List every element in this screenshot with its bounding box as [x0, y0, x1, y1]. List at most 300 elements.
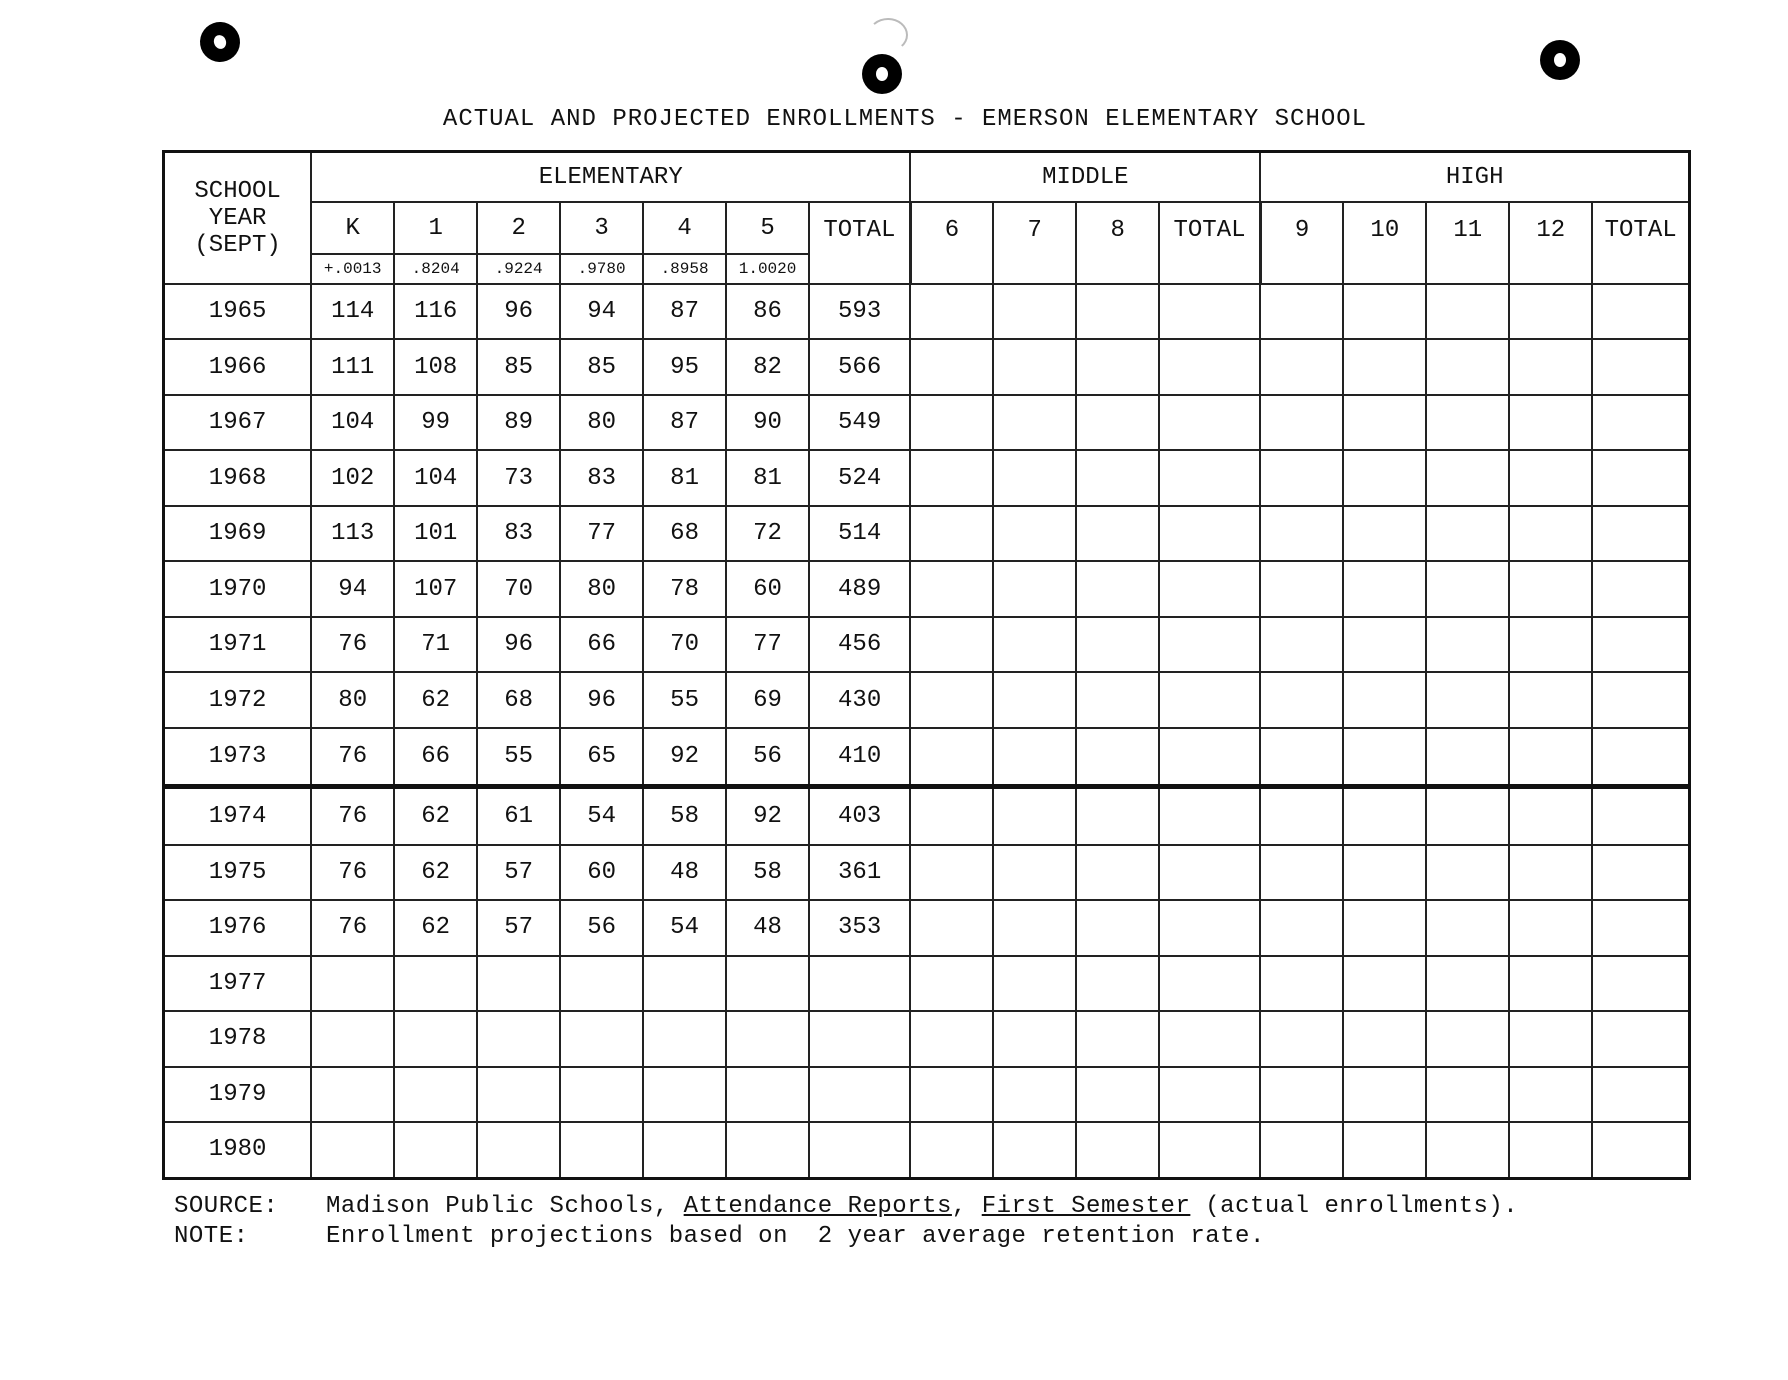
middle-empty-cell [1076, 786, 1159, 844]
enrollment-cell: 78 [643, 561, 726, 616]
enrollment-cell [394, 1011, 477, 1066]
high-empty-cell [1343, 339, 1426, 394]
high-empty-cell [1343, 1011, 1426, 1066]
enrollment-cell: 80 [560, 395, 643, 450]
school-year-cell: 1965 [164, 284, 312, 339]
middle-empty-cell [1159, 786, 1260, 844]
high-empty-cell [1260, 506, 1343, 561]
middle-empty-cell [1076, 900, 1159, 955]
middle-empty-cell [910, 786, 993, 844]
high-empty-cell [1260, 617, 1343, 672]
table-row [164, 1011, 1690, 1066]
high-empty-cell [1260, 1067, 1343, 1122]
middle-empty-cell [993, 786, 1076, 844]
col-header-grade-2: 2 [477, 202, 560, 254]
middle-empty-cell [1076, 1067, 1159, 1122]
middle-empty-cell [910, 1011, 993, 1066]
col-header-high-total: TOTAL [1592, 202, 1689, 284]
high-empty-cell [1592, 284, 1689, 339]
high-empty-cell [1343, 956, 1426, 1011]
punch-hole-center [862, 54, 902, 94]
enrollment-cell: 76 [311, 786, 394, 844]
note-text: Enrollment projections based on 2 year average retention rate. [326, 1223, 1265, 1250]
col-header-grade-7: 7 [993, 202, 1076, 284]
enrollment-cell [477, 1067, 560, 1122]
middle-empty-cell [993, 1011, 1076, 1066]
source-semester: First Semester [981, 1193, 1191, 1220]
middle-empty-cell [1076, 1122, 1159, 1179]
high-empty-cell [1509, 1011, 1592, 1066]
enrollment-cell [643, 1067, 726, 1122]
middle-empty-cell [910, 1067, 993, 1122]
table-row [164, 284, 1690, 339]
col-header-middle-total: TOTAL [1159, 202, 1260, 284]
school-year-cell: 1975 [164, 845, 312, 900]
elementary-total-cell: 489 [809, 561, 910, 616]
table-row [164, 450, 1690, 505]
middle-empty-cell [910, 728, 993, 786]
enrollment-cell: 71 [394, 617, 477, 672]
middle-empty-cell [910, 284, 993, 339]
high-empty-cell [1343, 1067, 1426, 1122]
enrollment-cell: 54 [560, 786, 643, 844]
enrollment-cell [311, 1067, 394, 1122]
enrollment-cell: 96 [477, 284, 560, 339]
high-empty-cell [1509, 728, 1592, 786]
enrollment-cell [643, 1122, 726, 1179]
high-empty-cell [1509, 617, 1592, 672]
high-empty-cell [1343, 845, 1426, 900]
retention-rate: +.0013 [311, 254, 394, 284]
punch-hole-right [1540, 40, 1580, 80]
high-empty-cell [1260, 450, 1343, 505]
school-year-cell: 1976 [164, 900, 312, 955]
high-empty-cell [1426, 617, 1509, 672]
enrollment-cell [477, 1122, 560, 1179]
high-empty-cell [1260, 786, 1343, 844]
middle-empty-cell [1159, 1067, 1260, 1122]
enrollment-cell: 48 [643, 845, 726, 900]
high-empty-cell [1509, 956, 1592, 1011]
middle-empty-cell [1159, 1011, 1260, 1066]
enrollment-cell [560, 956, 643, 1011]
enrollment-cell: 94 [311, 561, 394, 616]
middle-empty-cell [1076, 339, 1159, 394]
retention-rate: .8204 [394, 254, 477, 284]
high-empty-cell [1509, 900, 1592, 955]
col-header-grade-11: 11 [1426, 202, 1509, 284]
high-empty-cell [1260, 1122, 1343, 1179]
table-row [164, 786, 1690, 844]
middle-empty-cell [1159, 1122, 1260, 1179]
middle-empty-cell [910, 561, 993, 616]
high-empty-cell [1426, 561, 1509, 616]
elementary-total-cell: 403 [809, 786, 910, 844]
enrollment-cell: 114 [311, 284, 394, 339]
middle-empty-cell [1076, 728, 1159, 786]
enrollment-cell [477, 1011, 560, 1066]
enrollment-cell: 57 [477, 845, 560, 900]
school-year-cell: 1972 [164, 672, 312, 727]
enrollment-cell: 82 [726, 339, 809, 394]
year-header-line: YEAR [208, 204, 267, 232]
enrollment-table [162, 150, 1691, 1180]
year-header-line: (SEPT) [194, 231, 281, 259]
enrollment-cell: 96 [560, 672, 643, 727]
enrollment-cell: 62 [394, 786, 477, 844]
enrollment-cell [560, 1122, 643, 1179]
high-empty-cell [1260, 395, 1343, 450]
middle-empty-cell [1159, 450, 1260, 505]
high-empty-cell [1592, 845, 1689, 900]
high-empty-cell [1509, 1067, 1592, 1122]
table-row [164, 845, 1690, 900]
school-year-cell: 1979 [164, 1067, 312, 1122]
enrollment-cell: 76 [311, 900, 394, 955]
high-empty-cell [1592, 672, 1689, 727]
punch-hole-ring [868, 18, 908, 52]
enrollment-cell: 95 [643, 339, 726, 394]
middle-empty-cell [993, 672, 1076, 727]
middle-empty-cell [993, 1067, 1076, 1122]
enrollment-cell: 60 [560, 845, 643, 900]
enrollment-cell: 65 [560, 728, 643, 786]
enrollment-cell [311, 956, 394, 1011]
high-empty-cell [1592, 1122, 1689, 1179]
middle-empty-cell [1076, 284, 1159, 339]
middle-empty-cell [1159, 506, 1260, 561]
high-empty-cell [1592, 728, 1689, 786]
enrollment-cell [560, 1011, 643, 1066]
elementary-total-cell: 361 [809, 845, 910, 900]
high-empty-cell [1426, 339, 1509, 394]
high-empty-cell [1426, 1011, 1509, 1066]
source-line [174, 1192, 1518, 1222]
school-year-cell: 1978 [164, 1011, 312, 1066]
enrollment-cell: 72 [726, 506, 809, 561]
group-high: HIGH [1260, 152, 1689, 203]
high-empty-cell [1426, 395, 1509, 450]
middle-empty-cell [1159, 672, 1260, 727]
col-header-grade-9: 9 [1260, 202, 1343, 284]
enrollment-cell: 83 [560, 450, 643, 505]
source-suffix: (actual enrollments). [1190, 1193, 1519, 1220]
high-empty-cell [1426, 1067, 1509, 1122]
elementary-total-cell: 410 [809, 728, 910, 786]
source-text [326, 1192, 1518, 1222]
enrollment-cell: 68 [477, 672, 560, 727]
table-row [164, 1067, 1690, 1122]
col-header-k: K [311, 202, 394, 254]
middle-empty-cell [1076, 1011, 1159, 1066]
enrollment-cell [394, 1067, 477, 1122]
enrollment-cell: 58 [643, 786, 726, 844]
enrollment-cell: 113 [311, 506, 394, 561]
high-empty-cell [1426, 956, 1509, 1011]
group-elementary: ELEMENTARY [311, 152, 910, 203]
school-year-cell: 1977 [164, 956, 312, 1011]
middle-empty-cell [1159, 956, 1260, 1011]
middle-empty-cell [910, 672, 993, 727]
elementary-total-cell [809, 1011, 910, 1066]
enrollment-cell: 99 [394, 395, 477, 450]
high-empty-cell [1343, 284, 1426, 339]
high-empty-cell [1343, 450, 1426, 505]
high-empty-cell [1260, 339, 1343, 394]
high-empty-cell [1260, 728, 1343, 786]
middle-empty-cell [910, 845, 993, 900]
school-year-cell: 1974 [164, 786, 312, 844]
enrollment-cell: 77 [560, 506, 643, 561]
enrollment-cell: 108 [394, 339, 477, 394]
high-empty-cell [1343, 395, 1426, 450]
enrollment-cell: 111 [311, 339, 394, 394]
enrollment-cell: 70 [477, 561, 560, 616]
enrollment-cell: 81 [643, 450, 726, 505]
middle-empty-cell [910, 506, 993, 561]
high-empty-cell [1260, 900, 1343, 955]
enrollment-cell [311, 1011, 394, 1066]
middle-empty-cell [910, 956, 993, 1011]
high-empty-cell [1509, 339, 1592, 394]
high-empty-cell [1509, 561, 1592, 616]
school-year-cell: 1973 [164, 728, 312, 786]
elementary-total-cell [809, 956, 910, 1011]
enrollment-cell: 62 [394, 672, 477, 727]
table-row [164, 728, 1690, 786]
footnotes [174, 1192, 1518, 1252]
table-row [164, 506, 1690, 561]
high-empty-cell [1426, 1122, 1509, 1179]
enrollment-cell: 80 [560, 561, 643, 616]
middle-empty-cell [993, 395, 1076, 450]
enrollment-cell: 116 [394, 284, 477, 339]
high-empty-cell [1426, 845, 1509, 900]
high-empty-cell [1260, 284, 1343, 339]
high-empty-cell [1426, 506, 1509, 561]
high-empty-cell [1426, 728, 1509, 786]
high-empty-cell [1592, 617, 1689, 672]
col-header-grade-6: 6 [910, 202, 993, 284]
high-empty-cell [1509, 284, 1592, 339]
col-header-grade-10: 10 [1343, 202, 1426, 284]
middle-empty-cell [993, 284, 1076, 339]
table-row [164, 956, 1690, 1011]
group-middle: MIDDLE [910, 152, 1260, 203]
elementary-total-cell: 430 [809, 672, 910, 727]
school-year-header [164, 152, 312, 285]
enrollment-cell: 96 [477, 617, 560, 672]
high-empty-cell [1426, 450, 1509, 505]
enrollment-cell: 85 [560, 339, 643, 394]
enrollment-cell: 86 [726, 284, 809, 339]
high-empty-cell [1592, 561, 1689, 616]
high-empty-cell [1260, 672, 1343, 727]
enrollment-cell: 76 [311, 845, 394, 900]
school-year-cell: 1980 [164, 1122, 312, 1179]
high-empty-cell [1343, 672, 1426, 727]
enrollment-cell: 73 [477, 450, 560, 505]
col-header-grade-1: 1 [394, 202, 477, 254]
col-header-grade-12: 12 [1509, 202, 1592, 284]
high-empty-cell [1426, 786, 1509, 844]
enrollment-cell [560, 1067, 643, 1122]
col-header-grade-4: 4 [643, 202, 726, 254]
table-row [164, 900, 1690, 955]
enrollment-cell [726, 1011, 809, 1066]
enrollment-cell: 70 [643, 617, 726, 672]
enrollment-cell: 102 [311, 450, 394, 505]
source-prefix: Madison Public Schools, [326, 1193, 684, 1220]
middle-empty-cell [1076, 506, 1159, 561]
middle-empty-cell [910, 395, 993, 450]
enrollment-cell: 66 [394, 728, 477, 786]
school-year-cell: 1969 [164, 506, 312, 561]
elementary-total-cell: 514 [809, 506, 910, 561]
middle-empty-cell [1076, 561, 1159, 616]
enrollment-cell: 58 [726, 845, 809, 900]
high-empty-cell [1592, 1011, 1689, 1066]
elementary-total-cell: 524 [809, 450, 910, 505]
table-row [164, 339, 1690, 394]
middle-empty-cell [910, 1122, 993, 1179]
high-empty-cell [1426, 672, 1509, 727]
high-empty-cell [1426, 284, 1509, 339]
enrollment-cell: 69 [726, 672, 809, 727]
retention-rate: .9224 [477, 254, 560, 284]
enrollment-cell [643, 956, 726, 1011]
middle-empty-cell [993, 956, 1076, 1011]
enrollment-cell: 85 [477, 339, 560, 394]
high-empty-cell [1426, 900, 1509, 955]
enrollment-cell [726, 1122, 809, 1179]
note-label: NOTE: [174, 1223, 249, 1250]
enrollment-cell: 62 [394, 845, 477, 900]
middle-empty-cell [993, 450, 1076, 505]
enrollment-cell: 80 [311, 672, 394, 727]
enrollment-cell: 68 [643, 506, 726, 561]
enrollment-cell: 81 [726, 450, 809, 505]
enrollment-cell: 101 [394, 506, 477, 561]
high-empty-cell [1509, 1122, 1592, 1179]
high-empty-cell [1592, 395, 1689, 450]
enrollment-cell [311, 1122, 394, 1179]
middle-empty-cell [993, 339, 1076, 394]
high-empty-cell [1592, 450, 1689, 505]
middle-empty-cell [910, 617, 993, 672]
enrollment-table-body [164, 284, 1690, 1179]
high-empty-cell [1509, 786, 1592, 844]
middle-empty-cell [1076, 450, 1159, 505]
source-document-title: Attendance Reports [683, 1193, 952, 1220]
elementary-total-cell [809, 1122, 910, 1179]
elementary-total-cell: 456 [809, 617, 910, 672]
enrollment-cell: 87 [643, 284, 726, 339]
table-row [164, 672, 1690, 727]
middle-empty-cell [1159, 339, 1260, 394]
middle-empty-cell [1159, 561, 1260, 616]
high-empty-cell [1343, 1122, 1426, 1179]
middle-empty-cell [993, 1122, 1076, 1179]
high-empty-cell [1509, 450, 1592, 505]
enrollment-cell: 61 [477, 786, 560, 844]
middle-empty-cell [1159, 617, 1260, 672]
middle-empty-cell [1159, 728, 1260, 786]
enrollment-cell: 56 [726, 728, 809, 786]
enrollment-cell: 66 [560, 617, 643, 672]
col-header-grade-5: 5 [726, 202, 809, 254]
middle-empty-cell [1076, 395, 1159, 450]
middle-empty-cell [1076, 956, 1159, 1011]
enrollment-cell [477, 956, 560, 1011]
middle-empty-cell [1076, 617, 1159, 672]
high-empty-cell [1592, 956, 1689, 1011]
middle-empty-cell [1076, 845, 1159, 900]
middle-empty-cell [910, 450, 993, 505]
high-empty-cell [1592, 786, 1689, 844]
enrollment-cell: 90 [726, 395, 809, 450]
high-empty-cell [1592, 1067, 1689, 1122]
source-separator: , [951, 1193, 982, 1220]
high-empty-cell [1343, 506, 1426, 561]
elementary-total-cell [809, 1067, 910, 1122]
school-year-cell: 1970 [164, 561, 312, 616]
enrollment-cell: 76 [311, 728, 394, 786]
school-year-cell: 1968 [164, 450, 312, 505]
elementary-total-cell: 353 [809, 900, 910, 955]
high-empty-cell [1509, 506, 1592, 561]
middle-empty-cell [993, 845, 1076, 900]
punch-hole-left [194, 16, 245, 67]
high-empty-cell [1343, 617, 1426, 672]
col-header-elem-total: TOTAL [809, 202, 910, 284]
elementary-total-cell: 549 [809, 395, 910, 450]
retention-rate: 1.0020 [726, 254, 809, 284]
high-empty-cell [1592, 339, 1689, 394]
high-empty-cell [1343, 900, 1426, 955]
high-empty-cell [1509, 845, 1592, 900]
enrollment-cell [394, 956, 477, 1011]
col-header-grade-8: 8 [1076, 202, 1159, 284]
high-empty-cell [1343, 786, 1426, 844]
high-empty-cell [1592, 506, 1689, 561]
enrollment-cell: 55 [477, 728, 560, 786]
middle-empty-cell [910, 900, 993, 955]
high-empty-cell [1260, 956, 1343, 1011]
school-year-cell: 1971 [164, 617, 312, 672]
enrollment-cell: 89 [477, 395, 560, 450]
enrollment-cell: 48 [726, 900, 809, 955]
middle-empty-cell [993, 728, 1076, 786]
enrollment-cell: 55 [643, 672, 726, 727]
high-empty-cell [1509, 672, 1592, 727]
retention-rate: .8958 [643, 254, 726, 284]
middle-empty-cell [1159, 845, 1260, 900]
enrollment-cell: 83 [477, 506, 560, 561]
enrollment-cell: 57 [477, 900, 560, 955]
middle-empty-cell [993, 617, 1076, 672]
elementary-total-cell: 593 [809, 284, 910, 339]
high-empty-cell [1592, 900, 1689, 955]
school-year-cell: 1967 [164, 395, 312, 450]
elementary-total-cell: 566 [809, 339, 910, 394]
enrollment-cell: 62 [394, 900, 477, 955]
school-year-cell: 1966 [164, 339, 312, 394]
enrollment-cell [726, 1067, 809, 1122]
table-row [164, 1122, 1690, 1179]
table-row [164, 561, 1690, 616]
retention-rate: .9780 [560, 254, 643, 284]
